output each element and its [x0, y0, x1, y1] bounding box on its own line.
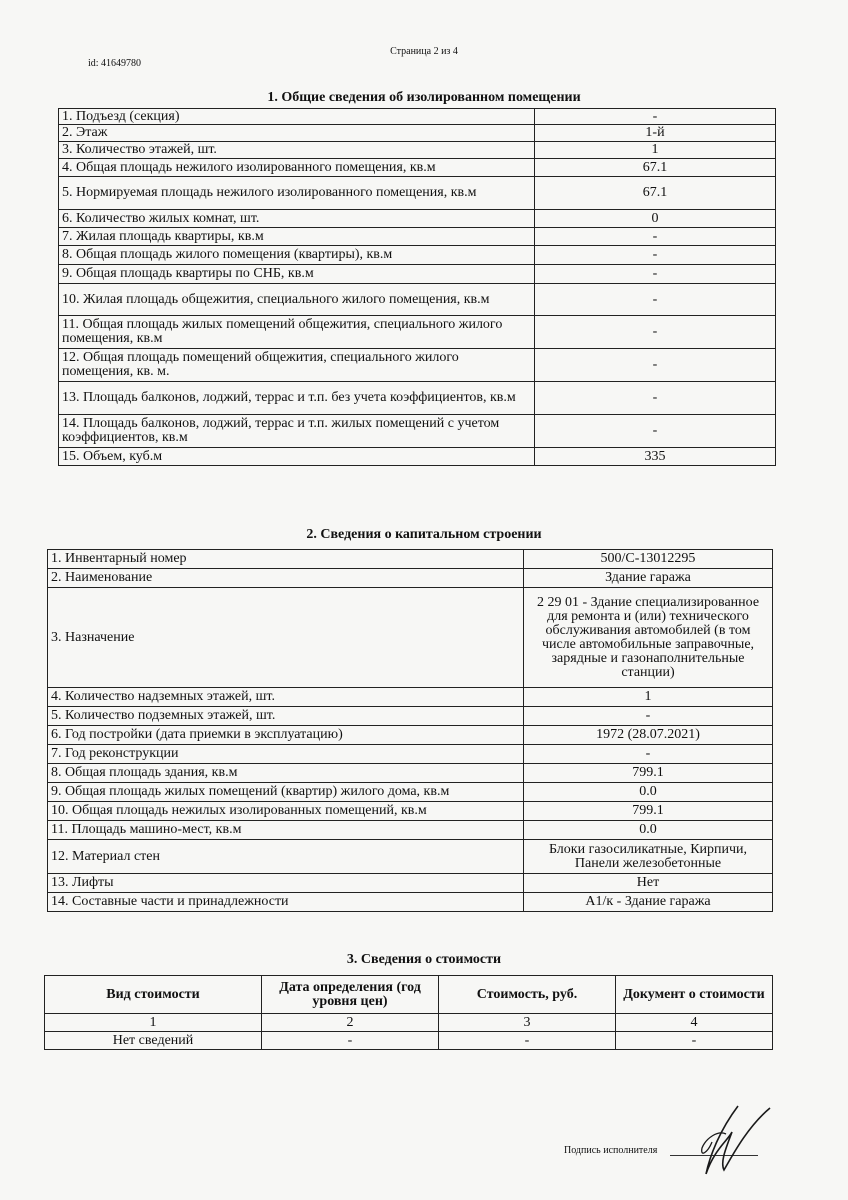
table-row	[59, 109, 776, 125]
section3-title: 3. Сведения о стоимости	[346, 952, 502, 967]
table-row	[48, 802, 773, 821]
row-value: -	[524, 745, 773, 764]
table-row	[45, 1032, 773, 1050]
row-value: -	[535, 246, 776, 265]
row-label: 1. Подъезд (секция)	[59, 109, 535, 125]
row-label: 7. Жилая площадь квартиры, кв.м	[59, 228, 535, 246]
row-value: -	[524, 707, 773, 726]
table-row	[48, 821, 773, 840]
table-row	[59, 265, 776, 284]
row-label: 1. Инвентарный номер	[48, 550, 524, 569]
table-row	[48, 688, 773, 707]
row-value: -	[535, 382, 776, 415]
row-label: 11. Площадь машино-мест, кв.м	[48, 821, 524, 840]
row-label: 4. Общая площадь нежилого изолированного помещения, кв.м	[59, 159, 535, 177]
row-value: 799.1	[524, 764, 773, 783]
row-value: 2 29 01 - Здание специализированное для ремонта и (или) технического обслуживания автомобилей (в том числе автомобильные заправочные, зарядные и газонаполнительные станции)	[524, 588, 773, 688]
column-header: Дата определения (год уровня цен)	[262, 976, 439, 1014]
row-label: 7. Год реконструкции	[48, 745, 524, 764]
column-header: Вид стоимости	[45, 976, 262, 1014]
row-label: 9. Общая площадь квартиры по СНБ, кв.м	[59, 265, 535, 284]
row-label: 5. Нормируемая площадь нежилого изолированного помещения, кв.м	[59, 177, 535, 210]
table-row	[59, 125, 776, 142]
table-row	[59, 349, 776, 382]
row-value: Блоки газосиликатные, Кирпичи, Панели железобетонные	[524, 840, 773, 874]
row-label: 8. Общая площадь здания, кв.м	[48, 764, 524, 783]
row-label: 4. Количество надземных этажей, шт.	[48, 688, 524, 707]
row-value: -	[535, 284, 776, 316]
row-value: 67.1	[535, 159, 776, 177]
table-header-row	[45, 976, 773, 1014]
table-row	[48, 707, 773, 726]
column-header: Стоимость, руб.	[439, 976, 616, 1014]
row-label: 9. Общая площадь жилых помещений (квартир) жилого дома, кв.м	[48, 783, 524, 802]
section1-title: 1. Общие сведения об изолированном помещении	[267, 90, 581, 105]
row-value: А1/к - Здание гаража	[524, 893, 773, 912]
section3-table	[44, 975, 773, 1050]
table-cell: -	[616, 1032, 773, 1050]
table-row	[59, 316, 776, 349]
table-row	[48, 874, 773, 893]
table-row	[48, 764, 773, 783]
row-value: 1972 (28.07.2021)	[524, 726, 773, 745]
row-label: 10. Жилая площадь общежития, специального жилого помещения, кв.м	[59, 284, 535, 316]
row-label: 15. Объем, куб.м	[59, 448, 535, 466]
table-row	[48, 569, 773, 588]
row-label: 2. Этаж	[59, 125, 535, 142]
row-label: 13. Лифты	[48, 874, 524, 893]
row-label: 3. Назначение	[48, 588, 524, 688]
section2-title: 2. Сведения о капитальном строении	[306, 527, 542, 542]
row-value: 0	[535, 210, 776, 228]
table-row	[45, 1014, 773, 1032]
table-row	[48, 893, 773, 912]
table-row	[48, 840, 773, 874]
row-value: 0.0	[524, 821, 773, 840]
row-value: -	[535, 349, 776, 382]
row-label: 14. Площадь балконов, лоджий, террас и т.п. жилых помещений с учетом коэффициентов, кв.м	[59, 415, 535, 448]
column-header: Документ о стоимости	[616, 976, 773, 1014]
row-value: 1	[524, 688, 773, 707]
signature-mark	[680, 1100, 780, 1180]
row-value: Нет	[524, 874, 773, 893]
table-cell: -	[439, 1032, 616, 1050]
section1-table	[58, 108, 776, 466]
row-label: 3. Количество этажей, шт.	[59, 142, 535, 159]
column-number: 1	[45, 1014, 262, 1032]
row-value: -	[535, 415, 776, 448]
row-label: 8. Общая площадь жилого помещения (квартиры), кв.м	[59, 246, 535, 265]
table-row	[59, 142, 776, 159]
table-row	[59, 382, 776, 415]
table-row	[48, 745, 773, 764]
row-label: 11. Общая площадь жилых помещений общежития, специального жилого помещения, кв.м	[59, 316, 535, 349]
row-value: 67.1	[535, 177, 776, 210]
row-value: Здание гаража	[524, 569, 773, 588]
row-label: 6. Количество жилых комнат, шт.	[59, 210, 535, 228]
row-label: 12. Материал стен	[48, 840, 524, 874]
column-number: 2	[262, 1014, 439, 1032]
table-cell: Нет сведений	[45, 1032, 262, 1050]
row-value: 799.1	[524, 802, 773, 821]
table-row	[48, 726, 773, 745]
column-number: 4	[616, 1014, 773, 1032]
table-row	[48, 783, 773, 802]
table-row	[59, 284, 776, 316]
row-value: -	[535, 316, 776, 349]
row-value: 0.0	[524, 783, 773, 802]
table-row	[59, 246, 776, 265]
row-label: 13. Площадь балконов, лоджий, террас и т.п. без учета коэффициентов, кв.м	[59, 382, 535, 415]
section2-table	[47, 549, 773, 912]
row-label: 14. Составные части и принадлежности	[48, 893, 524, 912]
row-value: -	[535, 228, 776, 246]
row-value: -	[535, 265, 776, 284]
row-value: 500/С-13012295	[524, 550, 773, 569]
table-row	[59, 210, 776, 228]
table-row	[59, 448, 776, 466]
row-label: 6. Год постройки (дата приемки в эксплуатацию)	[48, 726, 524, 745]
table-row	[59, 159, 776, 177]
signature-label: Подпись исполнителя	[564, 1145, 658, 1156]
table-row	[48, 550, 773, 569]
row-label: 5. Количество подземных этажей, шт.	[48, 707, 524, 726]
column-number: 3	[439, 1014, 616, 1032]
table-row	[48, 588, 773, 688]
table-row	[59, 228, 776, 246]
table-row	[59, 177, 776, 210]
row-label: 2. Наименование	[48, 569, 524, 588]
row-value: -	[535, 109, 776, 125]
row-value: 1	[535, 142, 776, 159]
table-cell: -	[262, 1032, 439, 1050]
document-id: id: 41649780	[88, 58, 142, 69]
page-number: Страница 2 из 4	[390, 46, 458, 57]
row-value: 335	[535, 448, 776, 466]
table-row	[59, 415, 776, 448]
row-label: 12. Общая площадь помещений общежития, специального жилого помещения, кв. м.	[59, 349, 535, 382]
row-label: 10. Общая площадь нежилых изолированных помещений, кв.м	[48, 802, 524, 821]
row-value: 1-й	[535, 125, 776, 142]
